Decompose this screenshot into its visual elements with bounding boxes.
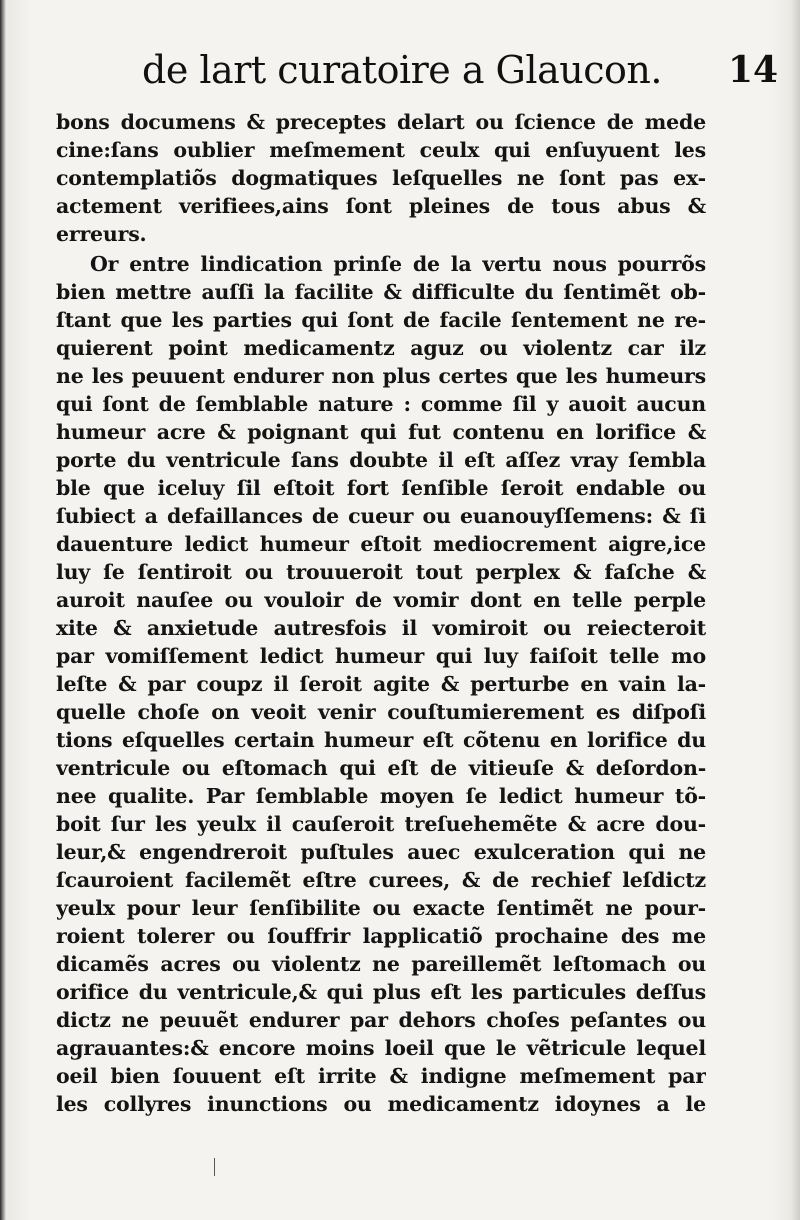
paragraph — [56, 250, 706, 1118]
text-line: contemplatiõs dogmatiques leſquelles ne ſont pas ex- — [56, 166, 706, 190]
running-title: de lart curatoire a Glaucon. — [142, 48, 662, 92]
text-line: ſubiect a defaillances de cueur ou euanouyſſemens: & ſi — [56, 504, 706, 528]
text-line: actement verifiees,ains ſont pleines de tous abus & — [56, 194, 706, 218]
text-line: ſcauroient facilemẽt eſtre curees, & de rechief leſdictz — [56, 868, 706, 892]
text-line: boit ſur les yeulx il cauſeroit treſuehemẽte & acre dou- — [56, 812, 706, 836]
text-line: humeur acre & poignant qui fut contenu en lorifice & — [56, 420, 706, 444]
text-line: orifice du ventricule,& qui plus eſt les particules deſſus — [56, 980, 706, 1004]
text-line: bien mettre auſſi la facilite & difficulte du ſentimẽt ob- — [56, 280, 706, 304]
text-line: yeulx pour leur ſenſibilite ou exacte ſentimẽt ne pour- — [56, 896, 706, 920]
text-line: nee qualite. Par ſemblable moyen ſe ledict humeur tõ- — [56, 784, 706, 808]
text-line: auroit nauſee ou vouloir de vomir dont en telle perple — [56, 588, 706, 612]
text-line: xite & anxietude autresfois il vomiroit ou reiecteroit — [56, 616, 706, 640]
body-text — [56, 108, 706, 1118]
text-line: bons documens & preceptes delart ou ſcience de mede — [56, 110, 706, 134]
page-number: 14 — [728, 49, 779, 91]
text-line: leur,& engendreroit puſtules auec exulceration qui ne — [56, 840, 706, 864]
text-line: oeil bien ſouuent eſt irrite & indigne meſmement par — [56, 1064, 706, 1088]
text-line: dicamẽs acres ou violentz ne pareillemẽt leſtomach ou — [56, 952, 706, 976]
page-header — [0, 42, 800, 102]
text-line: dauenture ledict humeur eſtoit mediocrement aigre,ice — [56, 532, 706, 556]
text-line: quierent point medicamentz aguz ou violentz car ilz — [56, 336, 706, 360]
text-line: cine:ſans oublier meſmement ceulx qui enſuyuent les — [56, 138, 706, 162]
text-line: par vomiſſement ledict humeur qui luy faiſoit telle mo — [56, 644, 706, 668]
text-line: leſte & par coupz il ſeroit agite & perturbe en vain la- — [56, 672, 706, 696]
ink-mark — [214, 1158, 215, 1176]
text-line: dictz ne peuuẽt endurer par dehors choſes peſantes ou — [56, 1008, 706, 1032]
text-line: tions eſquelles certain humeur eſt cõtenu en lorifice du — [56, 728, 706, 752]
text-line: Or entre lindication prinſe de la vertu nous pourrõs — [90, 252, 706, 276]
text-line: porte du ventricule ſans doubte il eſt aſſez vray ſembla — [56, 448, 706, 472]
text-line: ble que iceluy ſil eſtoit fort ſenſible ſeroit endable ou — [56, 476, 706, 500]
text-line: quelle choſe on veoit venir couſtumierement es diſpoſi — [56, 700, 706, 724]
text-line: erreurs. — [56, 222, 147, 246]
text-line: luy ſe ſentiroit ou trouueroit tout perplex & faſche & — [56, 560, 706, 584]
text-line: ſtant que les parties qui ſont de facile ſentement ne re- — [56, 308, 706, 332]
text-line: roient tolerer ou ſouffrir lapplicatiõ prochaine des me — [56, 924, 706, 948]
text-line: ventricule ou eſtomach qui eſt de vitieuſe & deſordon- — [56, 756, 706, 780]
text-line: qui ſont de ſemblable nature : comme ſil y auoit aucun — [56, 392, 706, 416]
paragraph — [56, 108, 706, 248]
text-line: ne les peuuent endurer non plus certes que les humeurs — [56, 364, 706, 388]
text-line: agrauantes:& encore moins loeil que le vẽtricule lequel — [56, 1036, 706, 1060]
text-line: les collyres inunctions ou medicamentz idoynes a le — [56, 1092, 706, 1116]
